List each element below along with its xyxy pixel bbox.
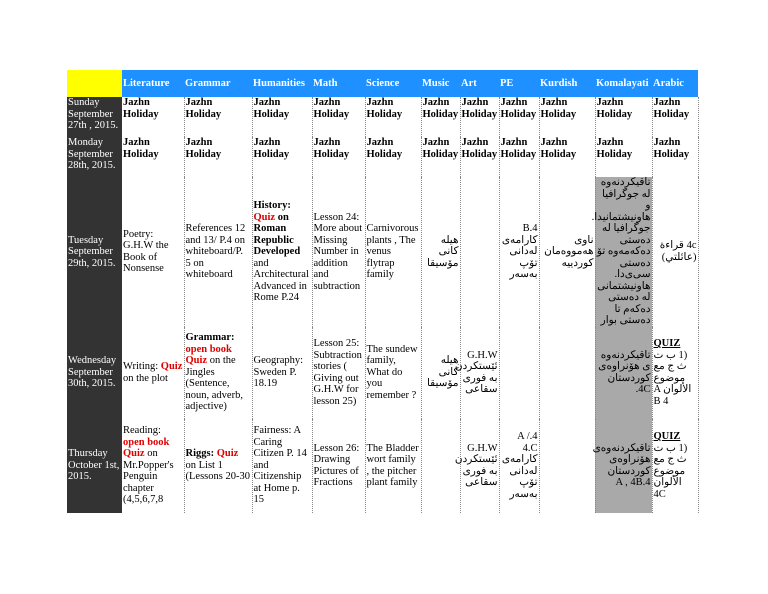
quiz-label: open book Quiz bbox=[123, 436, 170, 460]
humanities-topic-rest: on Roman Republic Developed bbox=[253, 211, 301, 257]
cell-music: Jazhn Holiday bbox=[421, 97, 460, 137]
literature-label: Writing: bbox=[123, 361, 161, 372]
table-row bbox=[67, 137, 698, 177]
table-row bbox=[67, 177, 698, 327]
cell-pe: Jazhn Holiday bbox=[499, 137, 539, 177]
day-label: Monday September 28th, 2015. bbox=[67, 137, 122, 177]
cell-art: G.H.W ئێستکردن بە فوری سقاعی bbox=[460, 327, 499, 419]
header-komalayati: Komalayati bbox=[595, 70, 652, 97]
header-math: Math bbox=[312, 70, 365, 97]
quiz-label: Quiz bbox=[216, 448, 239, 460]
cell-pe: 4.B کارامەی لەدانی تۆپ بەسەر bbox=[499, 177, 539, 327]
cell-literature bbox=[122, 419, 184, 513]
cell-pe bbox=[499, 327, 539, 419]
header-literature: Literature bbox=[122, 70, 184, 97]
cell-literature: Poetry: G.H.W the Book of Nonsense bbox=[122, 177, 184, 327]
cell-humanities: Fairness: A Caring Citizen P. 14 and Citizenship at Home p. 15 bbox=[252, 419, 312, 513]
cell-literature bbox=[122, 327, 184, 419]
cell-komalayati: تاقیکردنەوە لە جوگرافیا و هاونیشتمانیدا. جوگرافیا لە دەستی دەکەمەوە تۆ دەستی سی‌ی‌دا. هاونیشتمانی لە دەستی دەکەم تا دەستی بوار bbox=[591, 177, 651, 326]
grammar-detail: on List 1 (Lessons 20-30 bbox=[185, 459, 250, 483]
quiz-label: Quiz bbox=[160, 361, 183, 372]
cell-math: Lesson 25: Subtraction stories ( Giving out G.H.W for lesson 25) bbox=[312, 327, 365, 419]
header-music: Music bbox=[421, 70, 460, 97]
arabic-quiz-label: QUIZ bbox=[653, 338, 681, 349]
cell-komalayati: Jazhn Holiday bbox=[595, 137, 652, 177]
cell-art: G.H.W ئێستکردن بە فوری سقاعی bbox=[460, 419, 499, 513]
cell-humanities bbox=[252, 177, 312, 327]
grammar-label: Riggs: bbox=[185, 448, 217, 460]
cell-arabic: Jazhn Holiday bbox=[652, 97, 698, 137]
cell-pe: 4.A / 4.C کارامەی لەدانی تۆپ بەسەر bbox=[499, 419, 539, 513]
header-arabic: Arabic bbox=[652, 70, 698, 97]
cell-humanities: Geography: Sweden P. 18.19 bbox=[252, 327, 312, 419]
cell-science: The sundew family, What do you remember ? bbox=[365, 327, 421, 419]
cell-pe: Jazhn Holiday bbox=[499, 97, 539, 137]
timetable bbox=[67, 70, 699, 513]
cell-art: Jazhn Holiday bbox=[460, 137, 499, 177]
arabic-quiz-label: QUIZ bbox=[653, 431, 681, 442]
humanities-detail: and Architectural Advanced in Rome P.24 bbox=[253, 257, 309, 303]
cell-math: Jazhn Holiday bbox=[312, 97, 365, 137]
cell-math: Lesson 26: Drawing Pictures of Fractions bbox=[312, 419, 365, 513]
cell-science: Jazhn Holiday bbox=[365, 137, 421, 177]
header-science: Science bbox=[365, 70, 421, 97]
cell-math: Lesson 24: More about Missing Number in addition and subtraction bbox=[312, 177, 365, 327]
cell-grammar: Jazhn Holiday bbox=[184, 97, 252, 137]
cell-komalayati: تاقیکردنەوە ی هۆنراوەی کوردستان 4C. bbox=[595, 327, 652, 419]
cell-arabic: Jazhn Holiday bbox=[652, 137, 698, 177]
cell-komalayati: Jazhn Holiday bbox=[595, 97, 652, 137]
cell-humanities: Jazhn Holiday bbox=[252, 97, 312, 137]
literature-detail: on the plot bbox=[123, 372, 168, 384]
cell-kurdish: Jazhn Holiday bbox=[539, 137, 595, 177]
cell-art: Jazhn Holiday bbox=[460, 97, 499, 137]
quiz-label: open book Quiz bbox=[185, 343, 232, 367]
cell-arabic bbox=[652, 419, 698, 513]
cell-kurdish bbox=[539, 327, 595, 419]
cell-kurdish: Jazhn Holiday bbox=[539, 97, 595, 137]
day-label: Thursday October 1st, 2015. bbox=[67, 419, 122, 513]
cell-music: هیلە کانی مۆسیقا bbox=[421, 177, 460, 327]
header-pe: PE bbox=[499, 70, 539, 97]
cell-science: Jazhn Holiday bbox=[365, 97, 421, 137]
arabic-detail: (1 ب ت ث ج مع موضوع الألوان A B 4 bbox=[653, 349, 692, 407]
cell-science: The Bladder wort family , the pitcher plant family bbox=[365, 419, 421, 513]
header-grammar: Grammar bbox=[184, 70, 252, 97]
cell-humanities: Jazhn Holiday bbox=[252, 137, 312, 177]
header-humanities: Humanities bbox=[252, 70, 312, 97]
cell-literature: Jazhn Holiday bbox=[122, 97, 184, 137]
cell-kurdish bbox=[539, 419, 595, 513]
humanities-topic: History: bbox=[253, 200, 291, 211]
cell-grammar: Jazhn Holiday bbox=[184, 137, 252, 177]
day-label: Sunday September 27th , 2015. bbox=[67, 97, 122, 137]
literature-label: Reading: bbox=[123, 425, 161, 437]
grammar-label: Grammar: bbox=[185, 332, 235, 344]
arabic-detail: (1 ب ت ث ج مع موضوع الألوان 4C bbox=[653, 442, 688, 500]
table-row bbox=[67, 327, 698, 419]
day-label: Wednesday September 30th, 2015. bbox=[67, 327, 122, 419]
header-kurdish: Kurdish bbox=[539, 70, 595, 97]
literature-detail: on Mr.Popper's Penguin chapter (4,5,6,7,8 bbox=[123, 448, 174, 506]
cell-komalayati: تاقیکردنەوەی هۆنراوەی کوردستان 4.A , 4B bbox=[595, 419, 652, 513]
quiz-label: Quiz bbox=[253, 211, 276, 223]
cell-math: Jazhn Holiday bbox=[312, 137, 365, 177]
day-label: Tuesday September 29th, 2015. bbox=[67, 177, 122, 327]
cell-music bbox=[421, 419, 460, 513]
cell-music: Jazhn Holiday bbox=[421, 137, 460, 177]
cell-grammar: References 12 and 13/ P.4 on whiteboard/P. 5 on whiteboard bbox=[184, 177, 252, 327]
cell-literature: Jazhn Holiday bbox=[122, 137, 184, 177]
cell-kurdish: ناوی هەمووەمان کوردییە bbox=[539, 177, 595, 327]
cell-art bbox=[460, 177, 499, 327]
header-art: Art bbox=[460, 70, 499, 97]
cell-grammar bbox=[184, 419, 252, 513]
cell-music: هیلە کانی مۆسیقا bbox=[421, 327, 460, 419]
table-row bbox=[67, 419, 698, 513]
header-corner bbox=[67, 70, 122, 97]
table-row bbox=[67, 97, 698, 137]
cell-arabic: 4c قراءة (عائلتي) bbox=[652, 177, 698, 327]
cell-grammar bbox=[184, 327, 252, 419]
grammar-detail: on the Jingles (Sentence, noun, adverb, adjective) bbox=[185, 355, 243, 413]
cell-science: Carnivorous plants , The venus flytrap family bbox=[365, 177, 421, 327]
cell-arabic bbox=[652, 327, 698, 419]
header-row bbox=[67, 70, 698, 97]
